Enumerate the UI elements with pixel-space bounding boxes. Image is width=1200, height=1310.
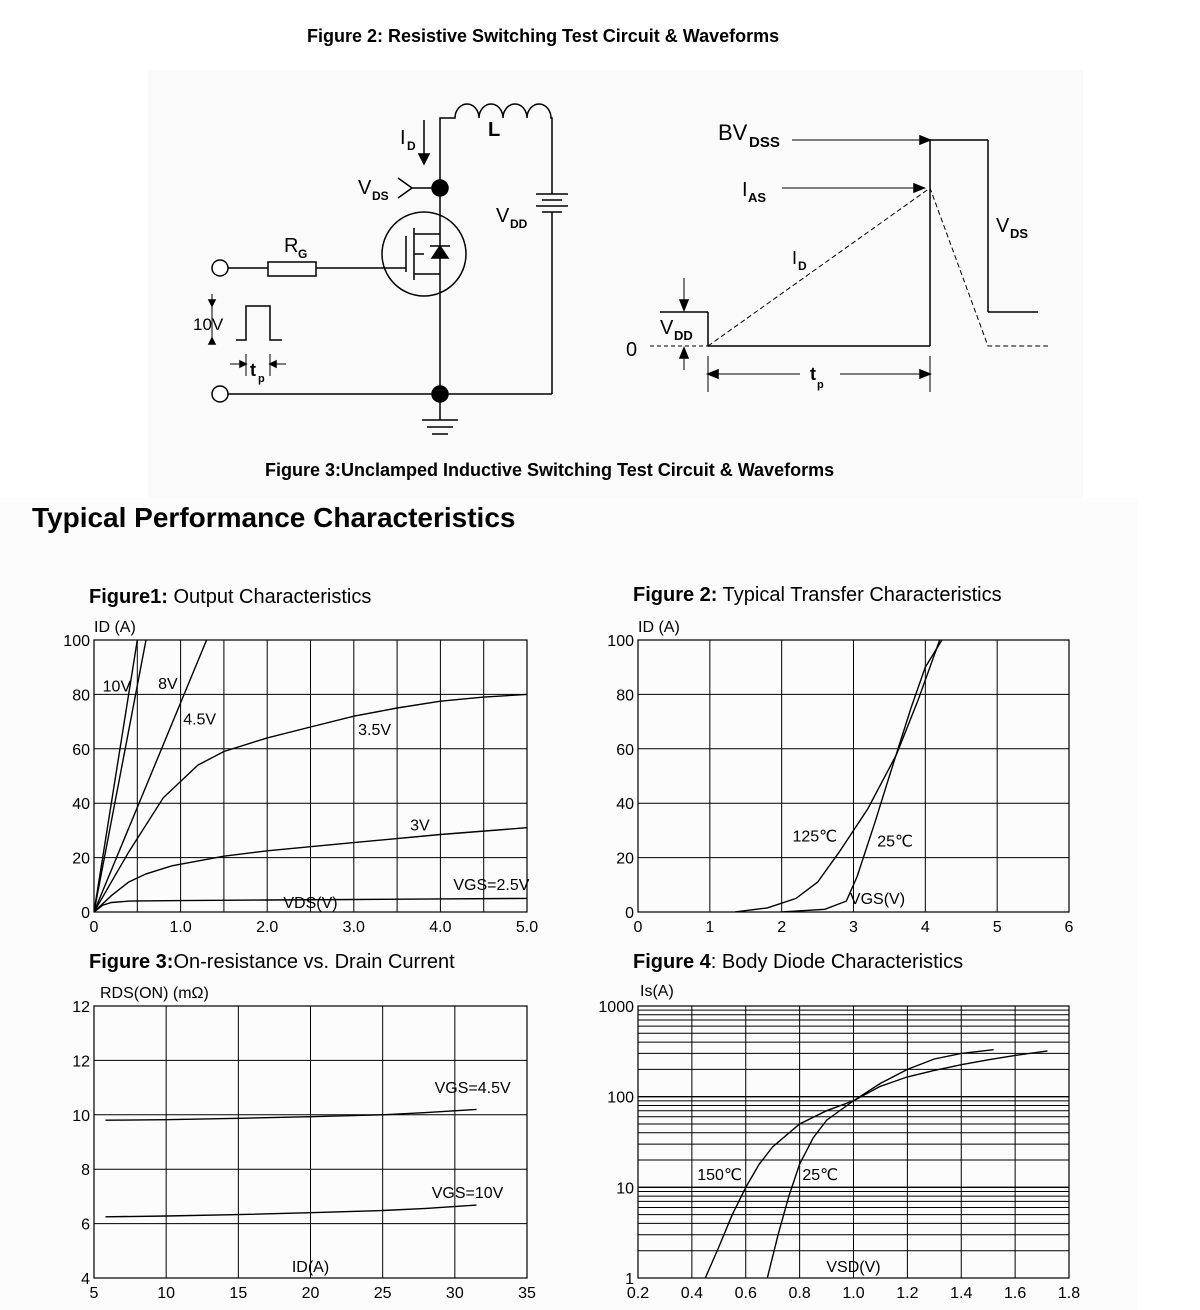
x-tick-label: 5 (89, 1285, 99, 1302)
y-tick-label: 40 (616, 796, 634, 814)
x-tick-label: 0.2 (626, 1285, 650, 1302)
y-tick-label: 4 (81, 1271, 90, 1288)
chart-fig2 (607, 619, 1073, 936)
y-tick-label: 100 (63, 633, 90, 650)
series-line-1 (782, 640, 942, 912)
waveform-bvdss-label: BV (718, 120, 748, 145)
circuit-rg-label: R (284, 235, 299, 257)
x-tick-label: 15 (229, 1285, 248, 1302)
x-tick-label: 6 (1064, 919, 1074, 936)
circuit-vdd-label: V (496, 205, 510, 227)
y-tick-label: 80 (72, 687, 90, 705)
circuit-tp-label: t (250, 360, 256, 380)
x-tick-label: 1.4 (950, 1285, 973, 1302)
y-tick-label: 40 (72, 796, 90, 814)
x-tick-label: 1.0 (169, 919, 192, 936)
waveform-zero-label: 0 (626, 339, 638, 361)
series-label: VGS=2.5V (453, 877, 530, 895)
x-tick-label: 1.6 (1004, 1285, 1027, 1302)
y-tick-label: 0 (625, 905, 634, 922)
waveform-ias-label: I (742, 179, 748, 201)
y-tick-label: 12 (72, 999, 90, 1016)
x-tick-label: 4 (920, 919, 930, 936)
x-tick-label: 0.4 (680, 1285, 703, 1302)
series-label: VGS(V) (849, 890, 906, 908)
svg-text:DD: DD (674, 328, 693, 343)
x-tick-label: 5 (992, 919, 1002, 936)
series-label: 150℃ (697, 1167, 742, 1185)
x-axis-label: VDS(V) (283, 894, 338, 912)
x-tick-label: 25 (373, 1285, 392, 1302)
svg-text:AS: AS (748, 190, 767, 205)
y-tick-label: 60 (616, 741, 634, 759)
x-tick-label: 0 (633, 919, 643, 936)
x-axis-label: VSD(V) (826, 1259, 881, 1276)
x-tick-label: 1 (705, 919, 715, 936)
svg-text:D: D (798, 259, 807, 273)
series-label: 3V (410, 817, 430, 835)
series-label: 25℃ (877, 833, 913, 851)
y-tick-label: 8 (81, 1162, 90, 1180)
x-tick-label: 1.2 (896, 1285, 919, 1302)
y-tick-label: 1000 (598, 999, 634, 1016)
y-tick-label: 6 (81, 1216, 90, 1234)
y-tick-label: 0 (81, 905, 90, 922)
x-axis-label: ID(A) (291, 1259, 330, 1276)
x-tick-label: 1.0 (842, 1285, 865, 1302)
svg-text:DS: DS (372, 189, 389, 203)
series-line-1 (106, 1205, 477, 1217)
series-label: VGS=10V (431, 1184, 504, 1202)
y-axis-label: RDS(ON) (mΩ) (100, 985, 209, 1002)
svg-text:DD: DD (510, 217, 528, 231)
circuit-inductor-label: L (488, 119, 501, 141)
x-tick-label: 3 (849, 919, 858, 936)
y-axis-label: ID (A) (638, 619, 680, 636)
gridlines (638, 1006, 1069, 1278)
series-line-0 (735, 640, 940, 912)
waveform-vds-label: V (996, 215, 1010, 237)
svg-text:G: G (298, 247, 308, 261)
y-tick-label: 60 (72, 741, 90, 759)
y-tick-label: 100 (607, 633, 634, 650)
x-tick-label: 5.0 (515, 919, 539, 936)
x-tick-label: 1.8 (1057, 1285, 1081, 1302)
x-tick-label: 0 (89, 919, 99, 936)
series-label: 4.5V (183, 711, 217, 729)
y-tick-label: 12 (72, 1053, 90, 1071)
x-tick-label: 20 (301, 1285, 320, 1302)
section-title: Typical Performance Characteristics (32, 502, 516, 533)
waveform-id-label: I (792, 248, 798, 268)
chart-title-fig1: Figure1: Output Characteristics (89, 586, 372, 608)
circuit-vds-label: V (358, 177, 372, 199)
x-tick-label: 30 (445, 1285, 464, 1302)
x-tick-label: 0.8 (788, 1285, 811, 1302)
svg-text:DS: DS (1010, 226, 1029, 241)
x-tick-label: 0.6 (734, 1285, 757, 1302)
svg-text:D: D (407, 139, 416, 153)
y-axis-label: ID (A) (94, 619, 136, 636)
chart-fig3 (72, 985, 536, 1302)
circuit-pulse-label: 10V (193, 315, 224, 334)
y-tick-label: 1 (625, 1271, 634, 1288)
svg-text:p: p (258, 373, 265, 385)
gridlines (94, 1006, 527, 1278)
caption-figure-2: Figure 2: Resistive Switching Test Circuit & Waveforms (307, 26, 780, 46)
caption-figure-3: Figure 3:Unclamped Inductive Switching Test Circuit & Waveforms (265, 460, 835, 480)
gridlines (638, 640, 1069, 912)
x-tick-label: 3.0 (342, 919, 365, 936)
x-tick-label: 35 (518, 1285, 536, 1302)
chart-title-fig3: Figure 3:On-resistance vs. Drain Current (89, 951, 455, 973)
chart-fig1 (63, 619, 538, 936)
y-axis-label: Is(A) (640, 983, 674, 1000)
y-tick-label: 10 (72, 1107, 90, 1125)
series-line-0 (705, 1050, 993, 1278)
svg-text:p: p (817, 379, 824, 391)
y-tick-label: 20 (72, 850, 90, 868)
series-label: 10V (102, 678, 132, 696)
x-tick-label: 2 (777, 919, 787, 936)
chart-title-fig4: Figure 4: Body Diode Characteristics (633, 951, 964, 973)
series-label: 8V (158, 675, 178, 693)
x-tick-label: 2.0 (256, 919, 279, 936)
x-tick-label: 10 (157, 1285, 176, 1302)
y-tick-label: 10 (616, 1180, 634, 1198)
waveform-vdd-label: V (660, 317, 674, 339)
series-label: 25℃ (802, 1167, 839, 1185)
svg-text:DSS: DSS (749, 134, 780, 151)
chart-fig4 (598, 983, 1080, 1302)
series-label: 125℃ (792, 828, 838, 846)
x-tick-label: 4.0 (429, 919, 452, 936)
y-tick-label: 100 (607, 1089, 634, 1107)
circuit-id-label: I (400, 127, 406, 149)
series-label: VGS=4.5V (434, 1080, 511, 1098)
y-tick-label: 20 (616, 850, 634, 868)
series-label: 3.5V (358, 722, 392, 740)
y-tick-label: 80 (616, 687, 634, 705)
chart-title-fig2: Figure 2: Typical Transfer Characteristics (633, 584, 1002, 606)
waveform-tp-label: t (810, 364, 816, 384)
